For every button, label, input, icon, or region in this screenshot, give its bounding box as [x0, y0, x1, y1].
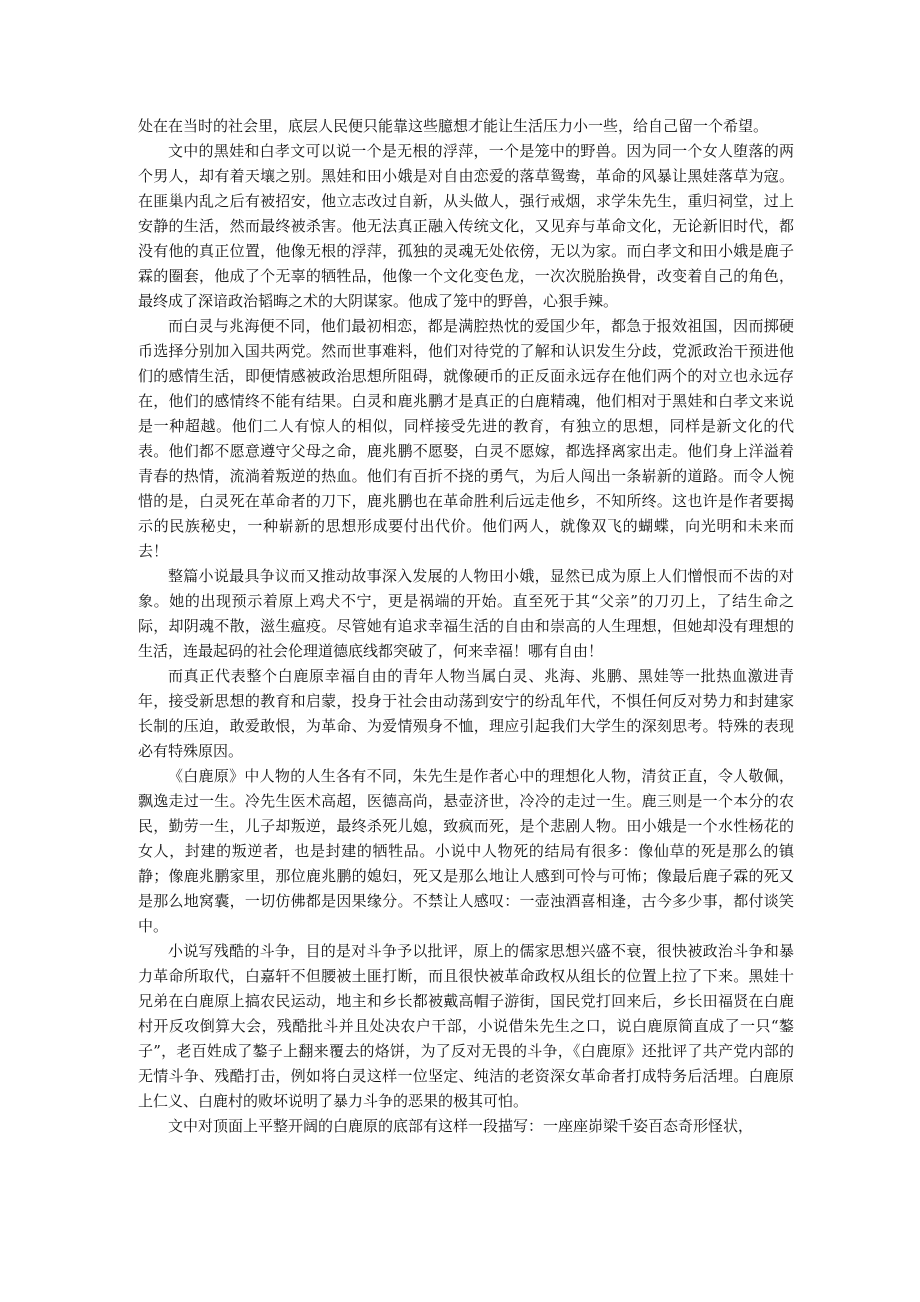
- paragraph-cruel-struggle: 小说写残酷的斗争，目的是对斗争予以批评，原上的儒家思想兴盛不衰，很快被政治斗争和暴力革命所取代，白嘉轩不但腰被土匪打断，而且很快被革命政权从组长的位置上拉了下来。黑娃十兄弟在白鹿原上搞农民运动，地主和乡长都被戴高帽子游街，国民党打回来后，乡长田福贤在白鹿村开反攻倒算大会，残酷批斗并且处决农户干部，小说借朱先生之口，说白鹿原简直成了一只“鏊子”，老百姓成了鏊子上翻来覆去的烙饼，为了反对无畏的斗争，《白鹿原》还批评了共产党内部的无情斗争、残酷打击，例如将白灵这样一位坚定、纯洁的老资深女革命者打成特务后活埋。白鹿原上仁义、白鹿村的败坏说明了暴力斗争的恶果的极其可怕。: [138, 942, 794, 1110]
- paragraph-tianxiao-e: 整篇小说最具争议而又推动故事深入发展的人物田小娥，显然已成为原上人们憎恨而不齿的对象。她的出现预示着原上鸡犬不宁，更是祸端的开始。直至死于其“父亲”的刀刃上，了结生命之际，却阴魂不散，滋生瘟疫。尽管她有追求幸福生活的自由和崇高的人生理想，但她却没有理想的生活，连最起码的社会伦理道德底线都突破了，何来幸福！哪有自由！: [138, 567, 794, 660]
- paragraph-characters-fates: 《白鹿原》中人物的人生各有不同，朱先生是作者心中的理想化人物，清贫正直，令人敬佩，飘逸走过一生。冷先生医术高超，医德高尚，悬壶济世，冷冷的走过一生。鹿三则是一个本分的农民，勤劳一生，儿子却叛逆，最终杀死儿媳，致疯而死，是个悲剧人物。田小娥是一个水性杨花的女人，封建的叛逆者，也是封建的牺牲品。小说中人物死的结局有很多：像仙草的死是那么的镇静；像鹿兆鹏家里，那位鹿兆鹏的媳妇，死又是那么地让人感到可怜与可怖；像最后鹿子霖的死又是那么地窝囊，一切仿佛都是因果缘分。不禁让人感叹：一壶浊酒喜相逢，古今多少事，都付谈笑中。: [138, 767, 794, 935]
- paragraph-youth: 而真正代表整个白鹿原幸福自由的青年人物当属白灵、兆海、兆鹏、黑娃等一批热血激进青年，接受新思想的教育和启蒙，投身于社会由动荡到安宁的纷乱年代，不惧任何反对势力和封建家长制的压迫，敢爱敢恨，为革命、为爱情殒身不恤，理应引起我们大学生的深刻思考。特殊的表现必有特殊原因。: [138, 667, 794, 760]
- paragraph-bailing-zhaohai: 而白灵与兆海便不同，他们最初相恋，都是满腔热忱的爱国少年，都急于报效祖国，因而掷硬币选择分别加入国共两党。然而世事难料，他们对待党的了解和认识发生分歧，党派政治干预进他们的感情生活，即便情感被政治思想所阻碍，就像硬币的正反面永远存在他们两个的对立也永远存在，他们的感情终不能有结果。白灵和鹿兆鹏才是真正的白鹿精魂，他们相对于黑娃和白孝文来说是一种超越。他们二人有惊人的相似，同样接受先进的教育，有独立的思想，同样是新文化的代表。他们都不愿意遵守父母之命，鹿兆鹏不愿娶，白灵不愿嫁，都选择离家出走。他们身上洋溢着青春的热情，流淌着叛逆的热血。他们有百折不挠的勇气，为后人闯出一条崭新的道路。而令人惋惜的是，白灵死在革命者的刀下，鹿兆鹏也在革命胜利后远走他乡，不知所终。这也许是作者要揭示的民族秘史，一种崭新的思想形成要付出代价。他们两人，就像双飞的蝴蝶，向光明和未来而去！: [138, 317, 794, 560]
- document-page: [138, 114, 794, 1139]
- paragraph-landscape: 文中对顶面上平整开阔的白鹿原的底部有这样一段描写：一座座峁梁千姿百态奇形怪状，: [168, 1117, 754, 1135]
- paragraph-continuation: 处在在当时的社会里，底层人民便只能靠这些臆想才能让生活压力小一些，给自己留一个希望。: [138, 117, 769, 135]
- paragraph-heiwa-baixiaowen: 文中的黑娃和白孝文可以说一个是无根的浮萍，一个是笼中的野兽。因为同一个女人堕落的两个男人，却有着天壤之别。黑娃和田小娥是对自由恋爱的落草鸳鸯，革命的风暴让黑娃落草为寇。在匪巢内乱之后有被招安，他立志改过自新，从头做人，强行戒烟，求学朱先生，重归祠堂，过上安静的生活，然而最终被杀害。他无法真正融入传统文化，又见弃与革命文化，无论新旧时代，都没有他的真正位置，他像无根的浮萍，孤独的灵魂无处依傍，无以为家。而白孝文和田小娥是鹿子霖的圈套，他成了个无辜的牺牲品，他像一个文化变色龙，一次次脱胎换骨，改变着自己的角色，最终成了深谙政治韬晦之术的大阴谋家。他成了笼中的野兽，心狠手辣。: [138, 142, 794, 310]
